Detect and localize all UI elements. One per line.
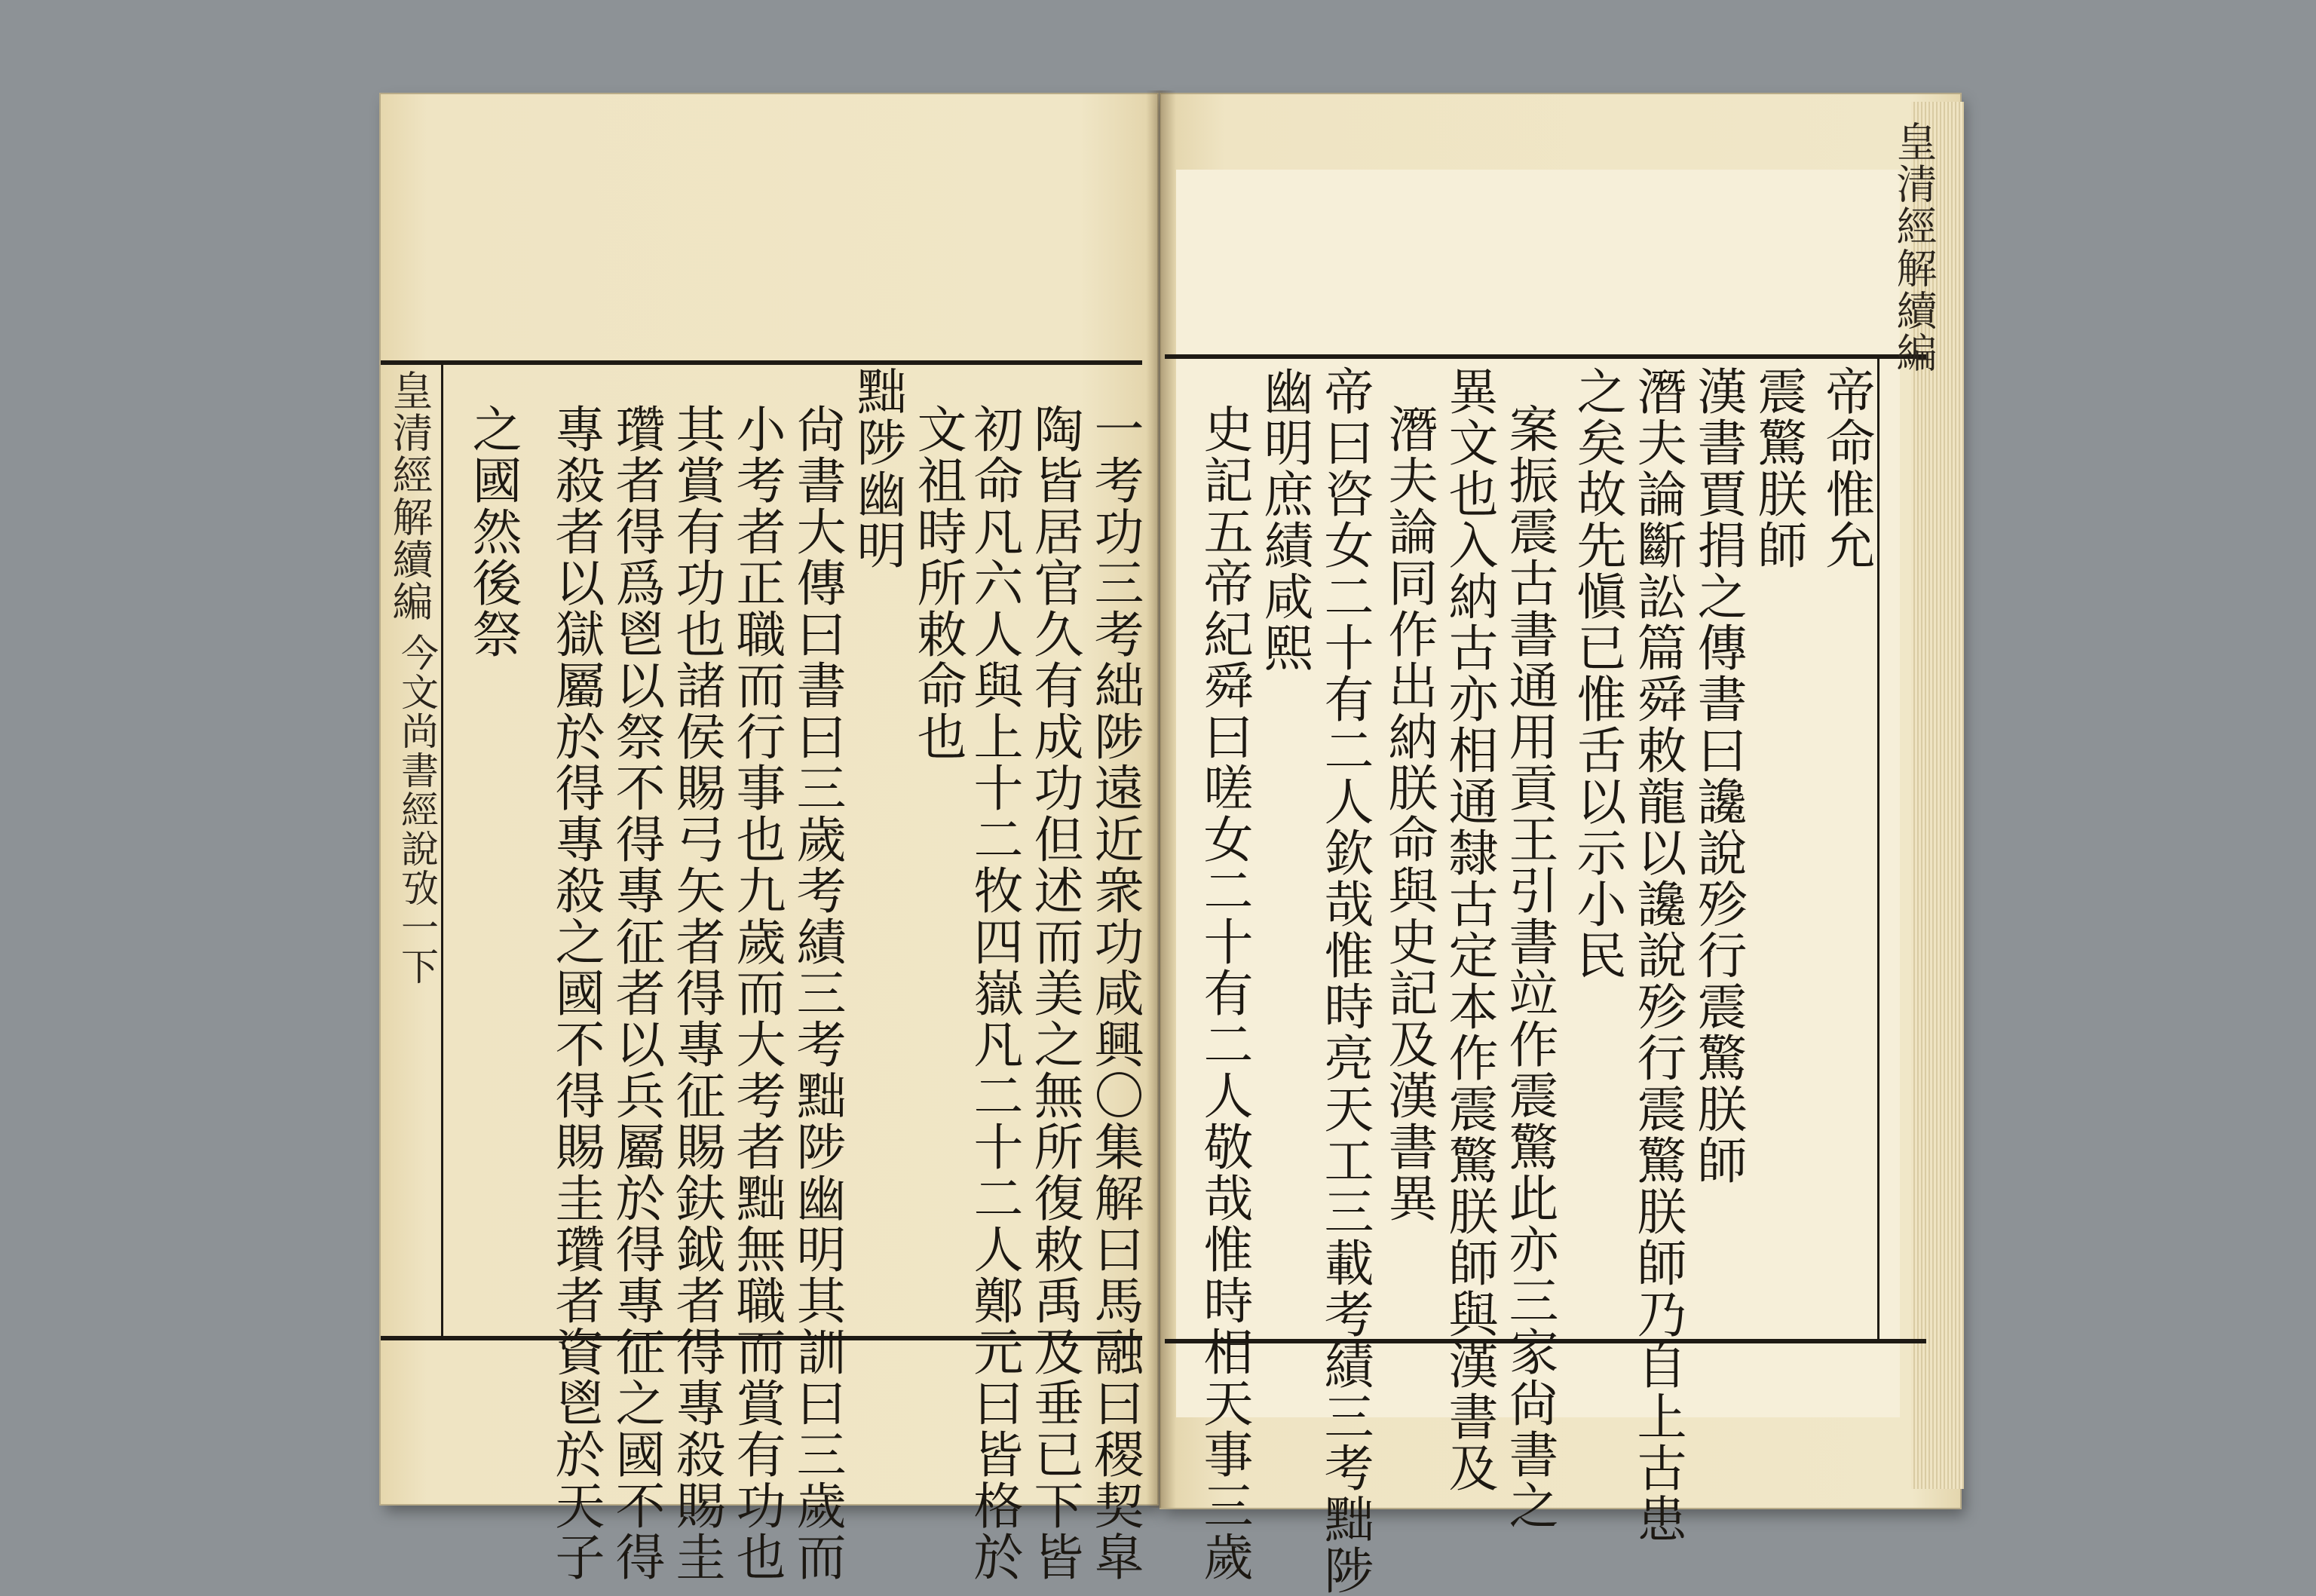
left-line-10: 專殺者以獄屬於得專殺之國不得賜圭瓚者資鬯於天子	[547, 403, 605, 1582]
left-line-4: 文祖時所敕命也	[908, 403, 967, 762]
right-line-11: 史記五帝紀舜曰嗟女二十有二人敬哉惟時相天事三歲	[1195, 403, 1253, 1582]
left-line-3: 初命凡六人與上十二牧四嶽凡二十二人鄭元曰皆格於	[965, 403, 1023, 1582]
right-line-3: 漢書賈捐之傳書曰讒說殄行震驚朕師	[1689, 366, 1747, 1186]
left-line-9: 瓚者得爲鬯以祭不得專征者以兵屬於得專征之國不得	[607, 403, 665, 1582]
right-line-6: 案振震古書通用貢王引書竝作震驚此亦三家尙書之	[1500, 403, 1558, 1531]
book-gutter	[1146, 90, 1176, 1508]
right-line-4: 潛夫論斷訟篇舜敕龍以讒說殄行震驚朕師乃自上古患	[1628, 366, 1686, 1545]
right-line-2: 震驚朕師	[1749, 366, 1807, 571]
right-top-rule	[1165, 354, 1926, 359]
left-line-5: 黜陟幽明	[848, 366, 906, 571]
left-margin-title: 皇清經解續編	[386, 369, 433, 623]
left-line-6: 尙書大傳曰書曰三歲考績三考黜陟幽明其訓曰三歲而	[788, 403, 846, 1582]
right-line-10: 幽明庶績咸熙	[1255, 366, 1313, 673]
right-margin-title: 皇清經解續編	[1890, 121, 1938, 374]
right-line-1: 帝命惟允	[1817, 366, 1875, 571]
left-margin-subtitle: 今文尚書經說攷一下	[395, 633, 439, 986]
left-line-7: 小考者正職而行事也九歲而大考者黜無職而賞有功也	[728, 403, 786, 1582]
left-line-1: 一考功三考絀陟遠近衆功咸興〇集解曰馬融曰稷契皐	[1086, 403, 1144, 1582]
right-line-7: 異文也入納古亦相通隸古定本作震驚朕師與漢書及	[1440, 366, 1498, 1493]
right-line-8: 潛夫論同作出納朕命與史記及漢書異	[1380, 403, 1438, 1224]
right-line-5: 之矣故先愼已惟舌以示小民	[1568, 366, 1626, 981]
right-line-9: 帝曰咨女二十有二人欽哉惟時亮天工三載考績三考黜陟	[1316, 366, 1374, 1596]
left-top-rule	[381, 360, 1142, 365]
right-margin-rule	[1877, 359, 1879, 1339]
left-line-11: 之國然後祭	[464, 403, 522, 660]
left-line-2: 陶皆居官久有成功但述而美之無所復敕禹及垂已下皆	[1025, 403, 1083, 1582]
left-line-8: 其賞有功也諸侯賜弓矢者得專征賜鈇鉞者得專殺賜圭	[667, 403, 725, 1582]
